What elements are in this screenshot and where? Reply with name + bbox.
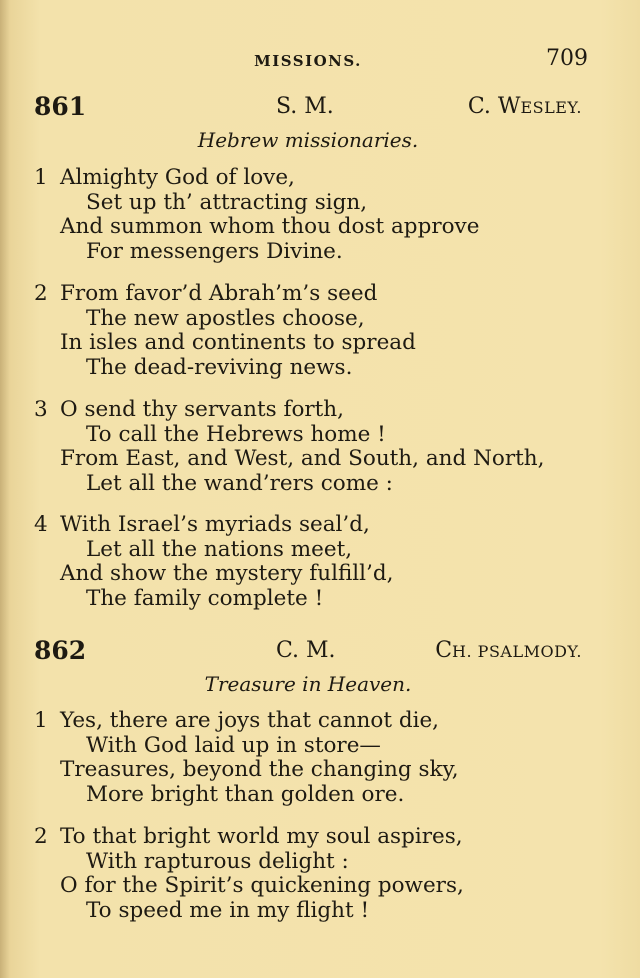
author-smallcaps: H. P <box>452 642 489 661</box>
verse-line <box>34 709 459 734</box>
verse-number: 1 <box>34 165 48 190</box>
verse-line: Set up th’ attracting sign, <box>86 189 368 215</box>
running-title: MISSIONS. <box>254 52 362 70</box>
verse <box>34 825 464 923</box>
hymn-862-header <box>34 636 582 666</box>
author-initial: C <box>435 638 453 663</box>
verse-line-text: To that bright world my soul aspires, <box>60 824 463 849</box>
verse-line: In isles and continents to spread <box>60 330 416 355</box>
verse <box>34 513 393 611</box>
verse-number: 1 <box>34 708 48 733</box>
verse-line: O for the Spirit’s quickening powers, <box>60 873 464 898</box>
verse-number: 4 <box>34 512 48 537</box>
verse <box>34 398 544 496</box>
page-number: 709 <box>546 46 588 71</box>
verse-line: With rapturous delight : <box>86 848 349 874</box>
verse-line <box>34 513 393 538</box>
hymn-861-header <box>34 92 582 122</box>
verse-line: And show the mystery fulfill’d, <box>60 561 394 586</box>
verse <box>34 282 416 380</box>
hymn-meter: C. M. <box>276 638 336 663</box>
hymn-subtitle: Treasure in Heaven. <box>204 672 412 696</box>
verse-line: For messengers Divine. <box>86 238 343 264</box>
verse-line <box>34 398 544 423</box>
verse-line: The dead-reviving news. <box>86 354 353 380</box>
verse-line: And summon whom thou dost approve <box>60 214 480 239</box>
author-smallcaps: ESLEY. <box>520 98 582 117</box>
author-initial: C. W <box>467 94 521 119</box>
hymn-number: 861 <box>34 92 87 121</box>
verse-line: The family complete ! <box>86 585 324 611</box>
verse-number: 2 <box>34 281 48 306</box>
verse-line: To call the Hebrews home ! <box>86 421 386 447</box>
verse-line <box>34 166 479 191</box>
verse-line: From East, and West, and South, and North, <box>60 446 545 471</box>
verse-line: Let all the nations meet, <box>86 536 353 562</box>
verse-line <box>34 282 416 307</box>
verse <box>34 166 479 264</box>
verse-line-text: O send thy servants forth, <box>60 397 344 422</box>
verse-line-text: Almighty God of love, <box>60 165 295 190</box>
verse-line: To speed me in my flight ! <box>86 897 370 923</box>
hymn-author <box>468 94 582 119</box>
verse-line-text: From favor’d Abrah’m’s seed <box>60 281 378 306</box>
verse-number: 2 <box>34 824 48 849</box>
hymn-number: 862 <box>34 636 87 665</box>
verse-line: Let all the wand’rers come : <box>86 470 393 496</box>
verse-line: The new apostles choose, <box>86 305 365 331</box>
verse-line-text: With Israel’s myriads seal’d, <box>60 512 370 537</box>
verse-line-text: Yes, there are joys that cannot die, <box>60 708 440 733</box>
verse <box>34 709 459 807</box>
verse-number: 3 <box>34 397 48 422</box>
verse-line <box>34 825 464 850</box>
author-smallcaps: SALMODY. <box>488 642 582 661</box>
hymn-subtitle: Hebrew missionaries. <box>197 128 419 152</box>
verse-line: More bright than golden ore. <box>86 781 405 807</box>
verse-line: Treasures, beyond the changing sky, <box>60 757 459 782</box>
hymn-author <box>435 638 582 663</box>
hymn-meter: S. M. <box>276 94 334 119</box>
verse-line: With God laid up in store— <box>86 732 381 758</box>
